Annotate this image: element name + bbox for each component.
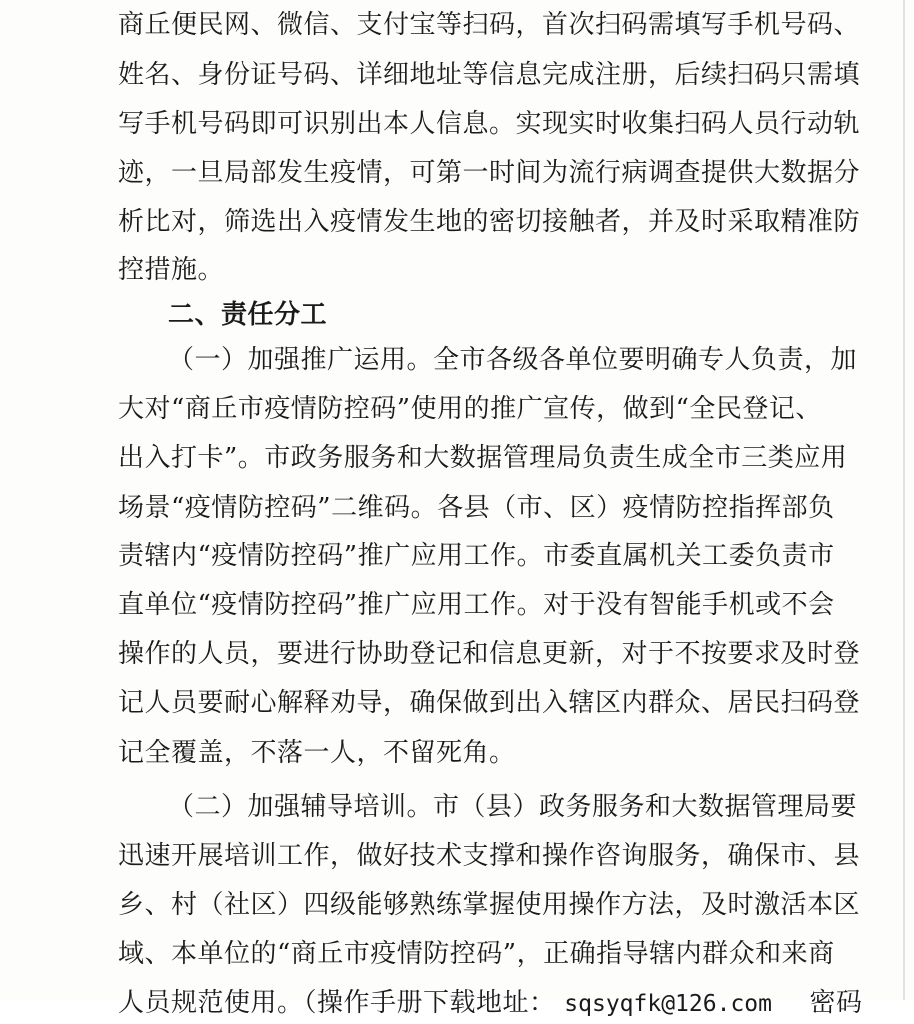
paragraph-2-line-3: 乡、村（社区）四级能够熟练掌握使用操作方法，及时激活本区	[118, 890, 861, 920]
body-line-5: 析比对，筛选出入疫情发生地的密切接触者，并及时采取精准防	[118, 207, 861, 237]
paragraph-1-line-6: 直单位“疫情防控码”推广应用工作。对于没有智能手机或不会	[118, 590, 835, 620]
paragraph-2-line-2: 迅速开展培训工作，做好技术支撑和操作咨询服务，确保市、县	[118, 841, 861, 871]
paragraph-2-line-4: 域、本单位的“商丘市疫情防控码”，正确指导辖内群众和来商	[118, 939, 835, 969]
body-line-4: 迹，一旦局部发生疫情，可第一时间为流行病调查提供大数据分	[118, 158, 861, 188]
password-label: 密码	[809, 988, 863, 1018]
paragraph-1-line-4: 场景“疫情防控码”二维码。各县（市、区）疫情防控指挥部负	[118, 493, 835, 523]
paragraph-1-line-9: 记全覆盖，不落一人，不留死角。	[118, 738, 516, 768]
paragraph-2-line-1: （二）加强辅导培训。市（县）政务服务和大数据管理局要	[168, 792, 858, 822]
paragraph-1-line-3: 出入打卡”。市政务服务和大数据管理局负责生成全市三类应用	[118, 443, 848, 473]
section-heading: 二、责任分工	[168, 300, 328, 330]
page-edge-divider	[903, 0, 905, 1000]
body-line-2: 姓名、身份证号码、详细地址等信息完成注册，后续扫码只需填	[118, 60, 861, 90]
download-address-label: 人员规范使用。（操作手册下载地址：	[118, 988, 556, 1018]
paragraph-1-line-1: （一）加强推广运用。全市各级各单位要明确专人负责，加	[168, 345, 858, 375]
body-line-3: 写手机号码即可识别出本人信息。实现实时收集扫码人员行动轨	[118, 109, 861, 139]
body-line-1: 商丘便民网、微信、支付宝等扫码，首次扫码需填写手机号码、	[118, 10, 861, 40]
paragraph-2-line-5	[118, 983, 863, 1023]
download-email: sqsyqfk@126.com	[564, 991, 772, 1017]
paragraph-1-line-2: 大对“商丘市疫情防控码”使用的推广宣传，做到“全民登记、	[118, 394, 822, 424]
body-line-6: 控措施。	[118, 255, 225, 285]
paragraph-1-line-5: 责辖内“疫情防控码”推广应用工作。市委直属机关工委负责市	[118, 541, 835, 571]
paragraph-1-line-7: 操作的人员，要进行协助登记和信息更新，对于不按要求及时登	[118, 639, 861, 669]
paragraph-1-line-8: 记人员要耐心解释劝导，确保做到出入辖区内群众、居民扫码登	[118, 688, 861, 718]
